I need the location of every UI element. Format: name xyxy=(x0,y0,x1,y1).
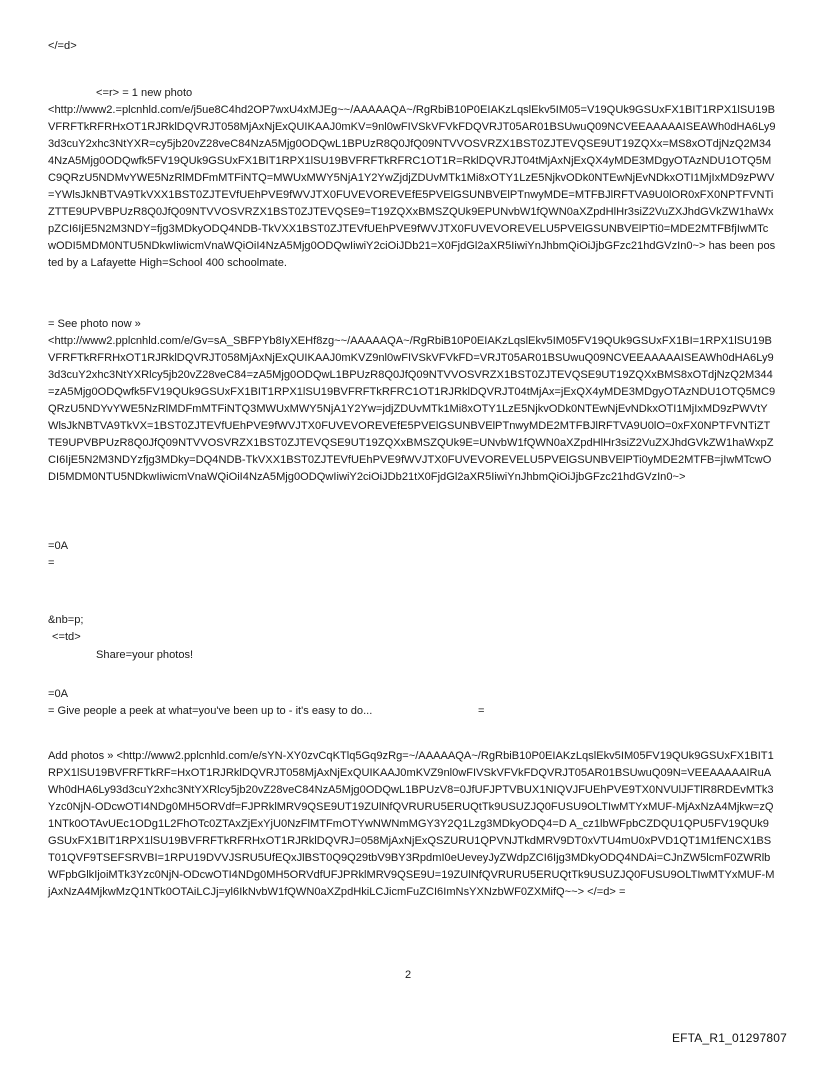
text-line: = Give people a peek at what=you've been up to - it's easy to do... xyxy=(48,705,373,717)
text-line: Share=your photos! xyxy=(96,649,194,661)
closing-tag-line xyxy=(48,38,776,55)
document-id-footer: EFTA_R1_01297807 xyxy=(671,1031,787,1045)
nbsp-line xyxy=(48,612,776,629)
text-line: =0A xyxy=(48,540,69,552)
add-photos-link-paragraph xyxy=(48,748,776,901)
notification-link-paragraph xyxy=(48,102,776,272)
encoded-newline-line-2 xyxy=(48,686,776,703)
text-line: = xyxy=(48,557,55,569)
new-photo-line xyxy=(96,85,776,102)
see-photo-link-paragraph xyxy=(48,333,776,486)
equals-line xyxy=(48,555,776,572)
encoded-url-text: Add photos » <http://www2.pplcnhld.com/e/sYN-XY0zvCqKTlq5Gq9zRg=~/AAAAAQA~/RgRbiB10P0EIAKzLqslEkv5IM05FV19QUk9GSUxFX1BIT1RPX1lSU19BVFRFTkRF=HxOT1RJRklDQVRJT058MjAxNjExQUIKAAJ0mKVZ9nl0wFIVSkVFVkFDQVRJT05AR01BSUwuQ09N=VEEAAAAAIRuAWh0dHA6Ly93d3cuY2xhc3NtYXRlcy5jb20vZ28veC84NzA5Mjg0ODQwL1BPUzV8=0JfUFJPTVBUX1NIQVJFUEhPVE9TX0NVUlJFTlR8RDEvMTk3Yzc0NjN-ODcwOTI4NDg0MH5ORVdf=FJPRklMRV9QSE9UT19ZUlNfQVRURU5ERUQtTk9USUZJQ0FUSU9OLTIwMTYxMUF-MjAxNzA4Mjkw=zQ1NTk0OTAvUEc1ODg1L2FhOTc0ZTAxZjExYjU0NzFlMTFmOTYwNWNmMGY3Y2Q1Lzg3MDkyODQ4=D A_cz1lbWFpbCZDQU1QPU5FV19QUk9GSUxFX1BIT1RPX1lSU19BVFRFTkRFRHxOT1RJRklDQVRJ=058MjAxNjExQSZURU1QPVNJTkdMRV9DT0xVTU4mU0xPVD1QT1M1fENCX1BST01QVF9TSEFSRVBI=1RPU19DVVJSRU5UfEQxJlBST0Q9Q29tbV9BY3RpdmI0eUeveyJyZWdpZCI6Ijg3MDkyODQ4NDAi=CJnZW5lcmF0ZWRlbWFpbGlkIjoiMTk3Yzc0NjN-ODcwOTI4NDg0MH5ORVdfUFJPRklMRV9QSE9U=19ZUlNfQVRURU5ERUQtTk9USUZJQ0FUSU9OLTIwMTYxMUF-MjAxNzA4MjkwMzQ1NTk0OTAiLCJj=yl6IkNvbW1fQWN0aXZpdHkiLCJicmFuZCI6ImNsYXNzbWF0ZXMifQ~~> </=d> = xyxy=(48,750,775,898)
text-line: &nb=p; xyxy=(48,614,84,626)
encoded-url-text: <http://www2.=plcnhld.com/e/j5ue8C4hd2OP7wxU4xMJEg~~/AAAAAQA~/RgRbiB10P0EIAKzLqslEkv5IM05=V19QUk9GSUxFX1BIT1RPX1lSU19BVFRFTkRFRHxOT1RJRklDQVRJT058MjAxNjExQUIKAAJ0mKV=9nl0wFIVSkVFVkFDQVRJT05AR01BSUwuQ09NCVEEAAAAAISEAWh0dHA6Ly93d3cuY2xhc3NtYXR=cy5jb20vZ28veC84NzA5Mjg0ODQwL1BPUzR8Q0JfQ09NTVVOSVRZX1BST0ZJTEVQSE9UT19ZQXx=MS8xOTdjNzQ2M344NzA5Mjg0ODQwfk5FV19QUk9GSUxFX1BIT1RPX1lSU19BVFRFTkRFRC1OT1R=RklDQVRJT04tMjAxNjExQX4yMDE3MDgyOTAzNDU1OTQ5MC9QRzU5NDMvYWE5NzRlMDFmMTFiNTQ=MWUxMWY5NjA1Y2YwZjdjZDUvMTk1Mi8xOTY1LzE5NjkvODk0NTEwNjEvNDkxOTI1MjIxMD9zPWV=YWlsJkNBTVA9TkVXX1BST0ZJTEVfUEhPVE9fWVJTX0FUVEVOREVEfE5PVElGSUNBVElPTnwyMDE=MTFBJlRFTVA9U0lOR0xFX0NPTFVNTiZTTE9UPVBPUzR8Q0JfQ09NTVVOSVRZX1BST0ZJTEVQSE9=T19ZQXxBMSZQUk9EPUNvbW1fQWN0aXZpdHlHr3siZ2VuZXJhdGVkZW1haWxpZCI6IjE5N2M3NDY=fjg3MDkyODQ4NDB-TkVXX1BST0ZJTEVfUEhPVE9fWVJTX0FUVEVOREVELU5PVElGSUNBVElPTi0=MDE2MTFBfjIwMTcwODI5MDM0NTU5NDkwIiwicmVnaWQiOiI4NzA5Mjg0ODQwIiwiY2ciOiJDb21=X0FjdGl2aXR5IiwiYnJhbmQiOiJjbGFzc21hdGVzIn0~> has been posted by a Lafayette High=School 400 schoolmate. xyxy=(48,104,776,269)
see-photo-line xyxy=(48,316,776,333)
share-photos-heading xyxy=(96,647,776,664)
page-number: 2 xyxy=(404,969,412,981)
encoded-newline-line xyxy=(48,538,776,555)
text-line: = xyxy=(478,705,485,717)
text-line: </=d> xyxy=(48,40,77,52)
trailing-equals xyxy=(478,703,518,720)
td-tag-line xyxy=(52,629,780,646)
text-line: = See photo now » xyxy=(48,318,141,330)
give-people-peek-line xyxy=(48,703,776,720)
encoded-url-text: <http://www2.pplcnhld.com/e/Gv=sA_SBFPYb8IyXEHf8zg~~/AAAAAQA~/RgRbiB10P0EIAKzLqslEkv5IM05FV19QUk9GSUxFX1BI=1RPX1lSU19BVFRFTkRFRHxOT1RJRklDQVRJT058MjAxNjExQUIKAAJ0mKVZ9nl0wFIVSkVFVkFD=VRJT05AR01BSUwuQ09NCVEEAAAAAISEAWh0dHA6Ly93d3cuY2xhc3NtYXRlcy5jb20vZ28veC84=zA5Mjg0ODQwL1BPUzR8Q0JfQ09NTVVOSVRZX1BST0ZJTEVQSE9UT19ZQXxBMS8xOTdjNzQ2M344=zA5Mjg0ODQwfk5FV19QUk9GSUxFX1BIT1RPX1lSU19BVFRFTkRFRC1OT1RJRklDQVRJT04tMjAx=jExQX4yMDE3MDgyOTAzNDU1OTQ5MC9QRzU5NDYvYWE5NzRlMDFmMTFiNTQ3MWUxMWY5NjA1Y2Yw=jdjZDUvMTk1Mi8xOTY1LzE5NjkvODk0NTEwNjEvNDkxOTI1MjIxMD9zPWVtYWlsJkNBTVA9TkVX=1BST0ZJTEVfUEhPVE9fWVJTX0FUVEVOREVEfE5PVElGSUNBVElPTnwyMDE2MTFBJlRFTVA9U0lO=0xFX0NPTFVNTiZTTE9UPVBPUzR8Q0JfQ09NTVVOSVRZX1BST0ZJTEVQSE9UT19ZQXxBMSZQUk9E=UNvbW1fQWN0aXZpdHlHr3siZ2VuZXJhdGVkZW1haWxpZCI6IjE5N2M3NDYzfjg3MDky=DQ4NDB-TkVXX1BST0ZJTEVfUEhPVE9fWVJTX0FUVEVOREVELU5PVElGSUNBVElPTi0yMDE2MTFB=jIwMTcwODI5MDM0NTU5NDkwIiwicmVnaWQiOiI4NzA5Mjg0ODQwIiwiY2ciOiJDb21tX0FjdGl2aXR5IiwiYnJhbmQiOiJjbGFzc21hdGVzIn0~> xyxy=(48,335,776,483)
text-line: =0A xyxy=(48,688,69,700)
text-line: <=td> xyxy=(52,631,81,643)
text-line: <=r> = 1 new photo xyxy=(96,87,193,99)
